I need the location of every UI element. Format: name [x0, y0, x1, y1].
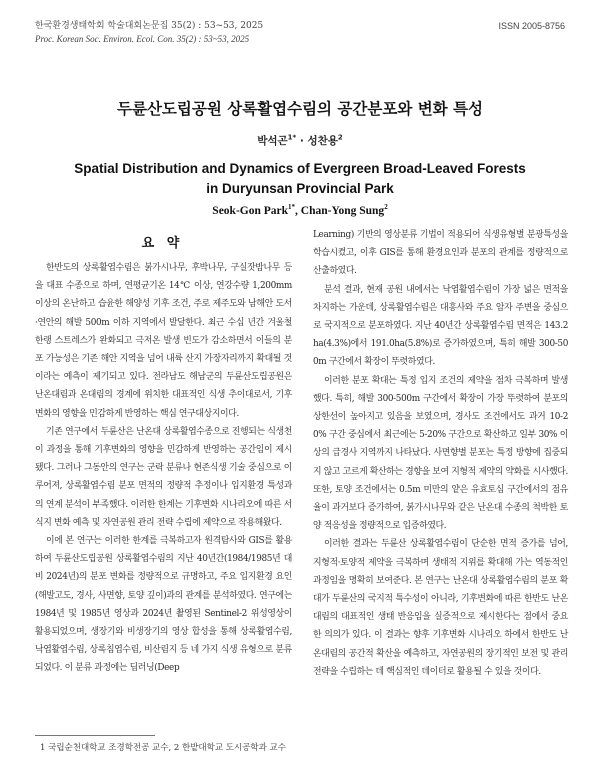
- footnote-divider: [35, 735, 155, 736]
- journal-name-en: Proc. Korean Soc. Environ. Ecol. Con. 35(2) : 53~53, 2025: [35, 34, 250, 44]
- author-1-ko-mark: 1*: [287, 133, 297, 142]
- paper-title-ko: 두륜산도립공원 상록활엽수림의 공간분포와 변화 특성: [117, 100, 483, 118]
- abstract-heading: 요 약: [141, 236, 184, 251]
- author-sep-en: ,: [295, 205, 301, 217]
- author-2-en: Chan-Yong Sung: [300, 205, 385, 217]
- author-2-en-mark: 2: [384, 203, 388, 212]
- author-1-ko: 박석곤: [257, 135, 288, 147]
- authors-en: [0, 205, 600, 217]
- running-header: [35, 20, 565, 46]
- abstract-paragraph: 한반도의 상록활엽수림은 붉가시나무, 후박나무, 구실잣밤나무 등을 대표 수종으로 하며, 연평균기온 14℃ 이상, 연강수량 1,200mm이상의 온난하고 습윤한 해양성 기후 조건, 주로 제주도와 남해안 도서·연안의 해발 500m 이하 지역에서 발달한다. 최근 수십 년간 겨울철 한랭 스트레스가 완화되고 극저온 발생 빈도가 감소하면서 이들의 분포 가능성은 기존 해안 지역을 넘어 내륙 산지 가장자리까지 확대될 것이라는 예측이 제기되고 있다. 전라남도 해남군의 두륜산도립공원은 난온대림과 온대림의 경계에 위치한 대표적인 식생 추이대로서, 기후변화의 영향을 민감하게 반영하는 핵심 연구대상지이다.: [35, 263, 292, 419]
- journal-name-ko: 한국환경생태학회 학술대회논문집 35(2) : 53~53, 2025: [35, 21, 264, 31]
- authors-ko: [0, 133, 600, 148]
- author-1-en-mark: 1*: [288, 203, 296, 212]
- issn: ISSN 2005-8756: [498, 21, 565, 31]
- abstract-right-column: [313, 226, 568, 681]
- abstract-paragraph: 분석 결과, 현재 공원 내에서는 낙엽활엽수림이 가장 넓은 면적을 차지하는 가운데, 상록활엽수림은 대흥사와 주요 암자 주변을 중심으로 국지적으로 분포하였다. 지난 40년간 상록활엽수림 면적은 143.2ha(4.3%)에서 191.0ha(5.8%)로 증가하였으며, 특히 해발 300-500m 구간에서 확장이 뚜렷하였다.: [313, 284, 568, 368]
- paper-title-en-line1: Spatial Distribution and Dynamics of Evergreen Broad-Leaved Forests: [74, 161, 526, 176]
- author-sep-ko: ·: [296, 135, 308, 147]
- author-2-ko: 성찬용: [307, 135, 338, 147]
- abstract-paragraph: Learning) 기반의 영상분류 기법이 적용되어 식생유형별 분광특성을 학습시켰고, 이후 GIS를 통해 환경요인과 분포의 관계를 정량적으로 산출하였다.: [313, 230, 568, 277]
- abstract-paragraph: 이러한 분포 확대는 특정 입지 조건의 제약을 점차 극복하며 발생했다. 특히, 해발 300-500m 구간에서 확장이 가장 뚜렷하여 분포의 상한선이 높아지고 있음을 보였으며, 경사도 조건에서도 과거 10-20% 구간 중심에서 최근에는 5-20% 구간으로 확산하고 일부 30% 이상의 급경사 지역까지 나타났다. 사면향별 분포는 특정 방향에 집중되지 않고 고르게 확산하는 경향을 보여 지형적 제약의 약화를 시사했다. 또한, 토양 조건에서는 0.5m 미만의 얕은 유효토심 구간에서의 점유율이 과거보다 증가하여, 붉가시나무와 같은 난온대 수종의 척박한 토양 적응성을 정량적으로 입증하였다.: [313, 375, 568, 532]
- paper-title-en: [60, 159, 540, 199]
- author-2-ko-mark: 2: [337, 133, 343, 142]
- author-1-en: Seok-Gon Park: [212, 205, 289, 217]
- abstract-paragraph: 이러한 결과는 두륜산 상록활엽수림이 단순한 면적 증가를 넘어, 지형적·토양적 제약을 극복하며 생태적 지위를 확대해 가는 역동적인 과정임을 명확히 보여준다. 본 연구는 난온대 상록활엽수림의 분포 확대가 두륜산의 국지적 특수성이 아니라, 기후변화에 따른 한반도 난온대림의 대표적인 생태 반응임을 실증적으로 제시한다는 점에서 중요한 의의가 있다. 이 결과는 향후 기후변화 시나리오 하에서 한반도 난온대림의 공간적 확산을 예측하고, 자연공원의 장기적인 보전 및 관리 전략을 수립하는 데 핵심적인 데이터로 활용될 수 있을 것이다.: [313, 539, 568, 677]
- paper-title-en-line2: in Duryunsan Provincial Park: [206, 181, 394, 196]
- abstract-paragraph: 기존 연구에서 두륜산은 난온대 상록활엽수종으로 진행되는 식생천이 과정을 통해 기후변화의 영향을 민감하게 반영하는 공간임이 제시됐다. 그러나 그동안의 연구는 군락 분류나 현존식생 기술 중심으로 이루어져, 상록활엽수림 분포 면적의 정량적 추정이나 입지환경 특성과의 연계 분석이 부족했다. 이러한 한계는 기후변화 시나리오에 따른 서식지 변화 예측 및 자연공원 관리 전략 수립에 제약으로 작용해왔다.: [35, 426, 292, 528]
- abstract-left-column: [35, 259, 292, 678]
- abstract-paragraph: 이에 본 연구는 이러한 한계를 극복하고자 원격탐사와 GIS를 활용하여 두륜산도립공원 상록활엽수림의 지난 40년간(1984/1985년 대비 2024년)의 분포 변화를 정량적으로 규명하고, 주요 입지환경 요인(해발고도, 경사, 사면향, 토양 깊이)과의 관계를 분석하였다. 연구에는 1984년 및 1985년 영상과 2024년 촬영된 Sentinel-2 위성영상이 활용되었으며, 생장기와 비생장기의 영상 합성을 통해 상록활엽수림, 낙엽활엽수림, 상록침엽수림, 비산림지 등 네 가지 식생 유형으로 분류되었다. 이 분류 과정에는 딥러닝(Deep: [35, 536, 292, 674]
- footnote: 1 국립순천대학교 조경학전공 교수, 2 한밭대학교 도시공학과 교수: [40, 743, 286, 753]
